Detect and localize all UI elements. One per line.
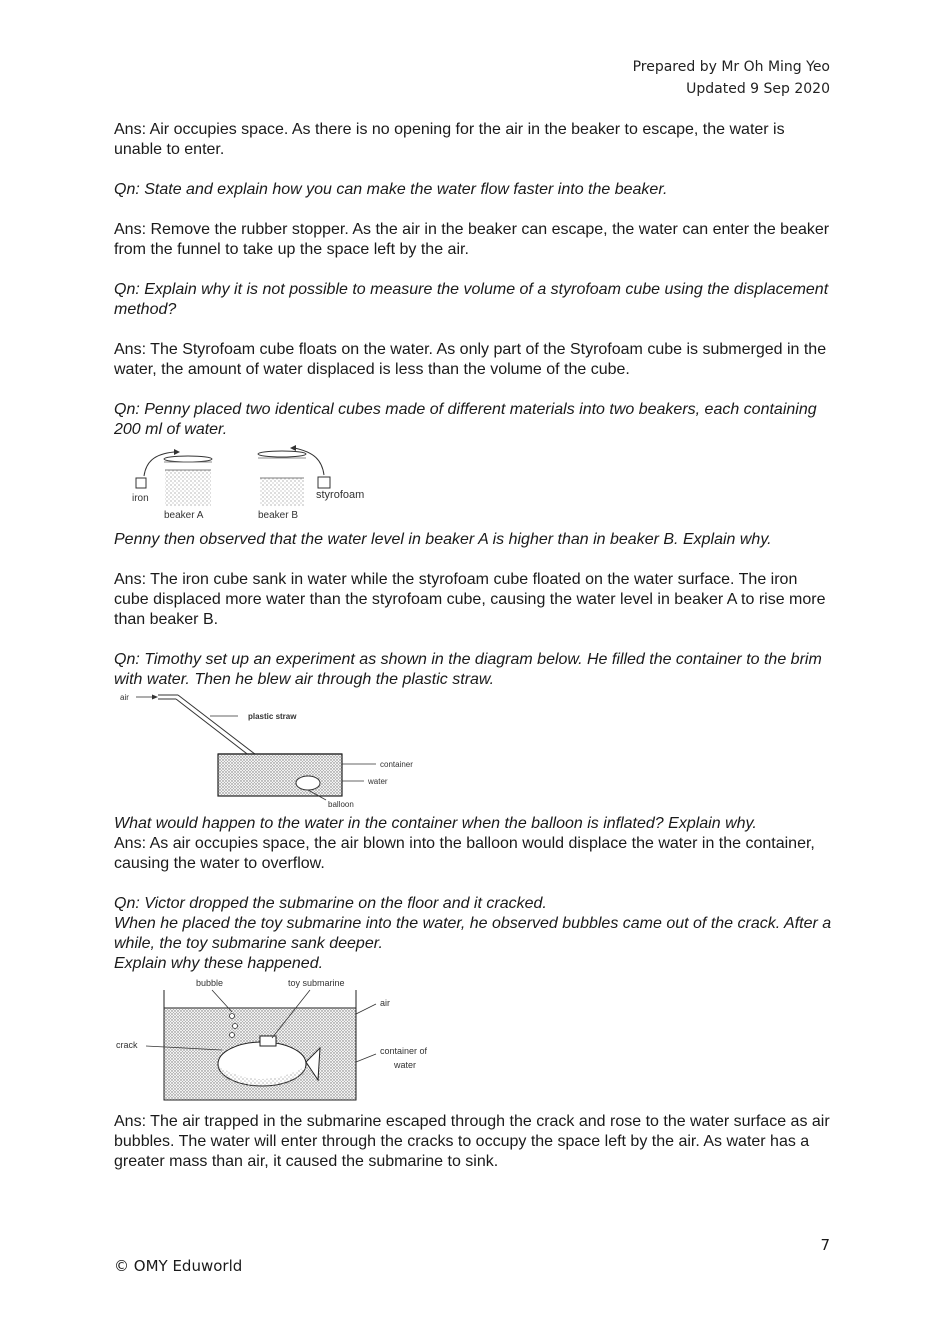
header-author: Prepared by Mr Oh Ming Yeo xyxy=(632,59,830,75)
submarine-diagram xyxy=(114,974,454,1112)
page-number: 7 xyxy=(820,1236,830,1254)
label-iron: iron xyxy=(132,493,149,504)
question-penny-cubes: Qn: Penny placed two identical cubes made of different materials into two beakers, each containing 200 ml of water. xyxy=(114,401,817,438)
question-timothy-balloon: What would happen to the water in the container when the balloon is inflated? Explain why. xyxy=(114,815,757,832)
label-air-input: air xyxy=(120,693,129,702)
question-victor-bubbles: When he placed the toy submarine into the water, he observed bubbles came out of the crack. After a while, the toy submarine sank deeper. xyxy=(114,915,832,952)
container-shape xyxy=(218,754,342,796)
question-victor-submarine: Qn: Victor dropped the submarine on the floor and it cracked. xyxy=(114,895,547,912)
label-container: container xyxy=(380,760,413,769)
styrofoam-cube xyxy=(318,477,330,488)
label-crack: crack xyxy=(116,1040,138,1050)
label-toy-submarine: toy submarine xyxy=(288,978,345,988)
question-timothy-experiment: Qn: Timothy set up an experiment as shown in the diagram below. He filled the container to the brim with water. Then he blew air through the plastic straw. xyxy=(114,651,822,688)
label-plastic-straw: plastic straw xyxy=(248,712,297,721)
label-bubble: bubble xyxy=(196,978,224,988)
balloon-shape xyxy=(296,776,320,790)
label-container-water: water xyxy=(394,1060,417,1070)
question-styrofoam-volume: Qn: Explain why it is not possible to measure the volume of a styrofoam cube using the displacement method? xyxy=(114,281,829,318)
beaker-a-shape xyxy=(164,456,212,506)
label-container-of: container of xyxy=(380,1046,428,1056)
air-bubble xyxy=(230,1033,235,1038)
question-water-flow: Qn: State and explain how you can make the water flow faster into the beaker. xyxy=(114,181,668,198)
label-air: air xyxy=(380,998,391,1008)
straw-balloon-diagram xyxy=(114,690,444,814)
header-updated-date: Updated 9 Sep 2020 xyxy=(686,81,830,97)
air-bubble xyxy=(230,1014,235,1019)
page-footer: © OMY Eduworld xyxy=(114,1257,243,1275)
label-water: water xyxy=(368,777,388,786)
question-penny-observation: Penny then observed that the water level in beaker A is higher than in beaker B. Explain why. xyxy=(114,531,772,548)
beakers-diagram xyxy=(114,440,404,530)
page-header xyxy=(633,56,830,100)
label-balloon: balloon xyxy=(328,800,354,809)
beaker-b-shape xyxy=(258,451,306,506)
air-bubble xyxy=(233,1024,238,1029)
label-styrofoam: styrofoam xyxy=(316,489,365,501)
answer-water-flow: Ans: Remove the rubber stopper. As the air in the beaker can escape, the water can enter the beaker from the funnel to take up the space left by the air. xyxy=(114,221,830,258)
label-beaker-b: beaker B xyxy=(258,510,299,521)
answer-timothy-balloon: Ans: As air occupies space, the air blown into the balloon would displace the water in the container, causing the water to overflow. xyxy=(114,835,815,872)
page-content xyxy=(114,120,834,1192)
iron-cube xyxy=(136,478,146,488)
answer-air-beaker: Ans: Air occupies space. As there is no opening for the air in the beaker to escape, the water is unable to enter. xyxy=(114,121,785,158)
answer-penny-cubes: Ans: The iron cube sank in water while the styrofoam cube floated on the water surface. The iron cube displaced more water than the styrofoam cube, causing the water level in beaker A to rise more than beaker B. xyxy=(114,571,826,628)
answer-victor-submarine: Ans: The air trapped in the submarine escaped through the crack and rose to the water surface as air bubbles. The water will enter through the cracks to occupy the space left by the air. As water has a greater mass than air, it caused the submarine to sink. xyxy=(114,1113,830,1170)
question-victor-explain: Explain why these happened. xyxy=(114,955,324,972)
answer-styrofoam-volume: Ans: The Styrofoam cube floats on the water. As only part of the Styrofoam cube is submerged in the water, the amount of water displaced is less than the volume of the cube. xyxy=(114,341,827,378)
label-beaker-a: beaker A xyxy=(164,510,204,521)
